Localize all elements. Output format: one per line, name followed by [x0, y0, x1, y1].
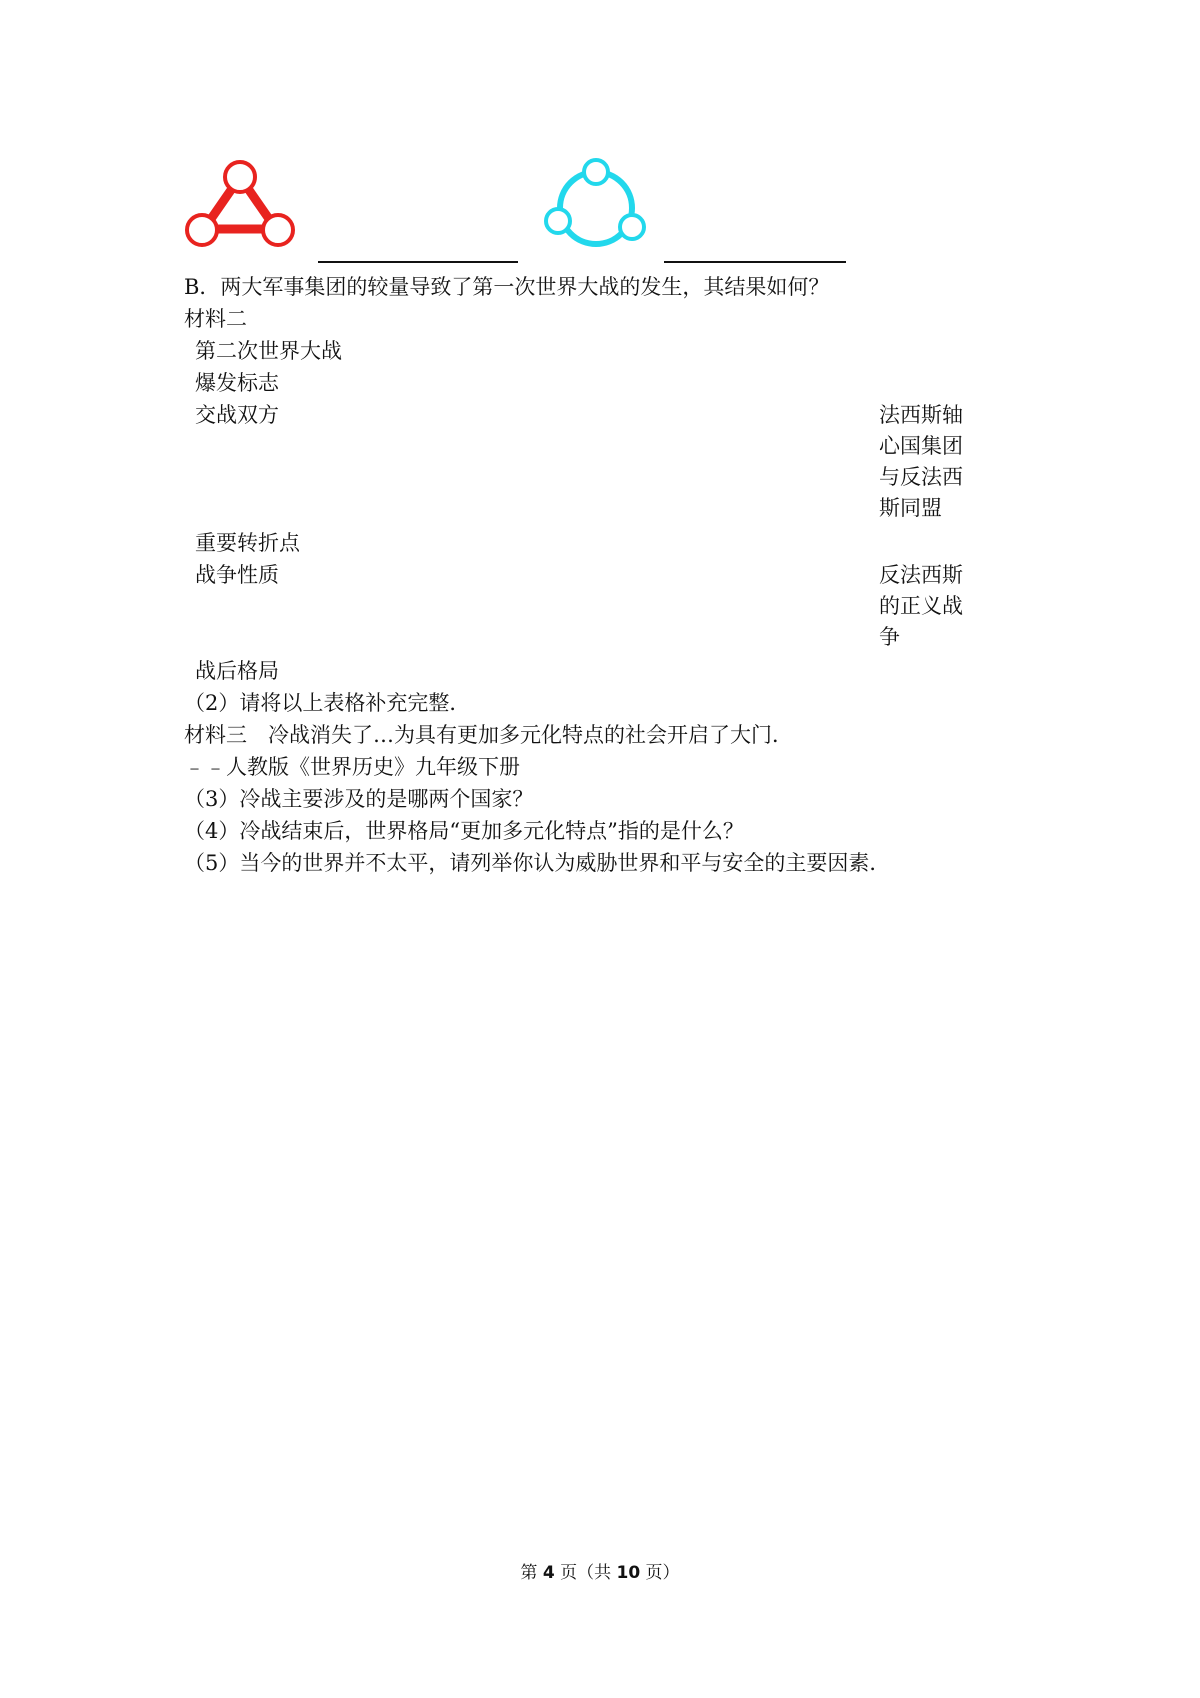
footer-suffix: 页） [640, 1563, 680, 1583]
circle-node-right [620, 215, 644, 239]
answer-blank-2[interactable] [664, 261, 846, 263]
table-row-label: 战后格局 [195, 659, 279, 683]
table-row-label: 第二次世界大战 [195, 339, 342, 363]
triangle-node-right [263, 215, 293, 245]
triangle-alliance-diagram [182, 155, 298, 251]
table-cell-value: 反法西斯的正义战争 [879, 563, 963, 649]
footer-page-number: 4 [542, 1563, 555, 1583]
table-row-label: 战争性质 [195, 563, 279, 587]
circle-node-top [584, 160, 608, 184]
answer-blank-1[interactable] [318, 261, 518, 263]
footer-middle: 页（共 [554, 1563, 617, 1583]
triangle-node-top [225, 162, 255, 192]
material3-text: 材料三 冷战消失了…为具有更加多元化特点的社会开启了大门． [184, 723, 793, 747]
question-b: B．两大军事集团的较量导致了第一次世界大战的发生，其结果如何？ [184, 275, 830, 299]
material2-label: 材料二 [184, 307, 247, 331]
table-cell-value: 法西斯轴心国集团与反法西斯同盟 [879, 403, 963, 520]
table-row-label: 重要转折点 [195, 531, 300, 555]
material3-source: ﹣﹣人教版《世界历史》九年级下册 [184, 755, 520, 779]
page-footer [0, 1561, 1200, 1585]
question-2: （2）请将以上表格补充完整． [184, 691, 471, 715]
footer-prefix: 第 [520, 1563, 543, 1583]
table-row-label: 交战双方 [195, 403, 279, 427]
footer-total-pages: 10 [616, 1563, 641, 1583]
triangle-node-left [187, 215, 217, 245]
circle-alliance-diagram [538, 155, 652, 251]
circle-node-left [546, 209, 570, 233]
table-row-label: 爆发标志 [195, 371, 279, 395]
question-4: （4）冷战结束后，世界格局“更加多元化特点”指的是什么？ [184, 819, 744, 843]
question-5: （5）当今的世界并不太平，请列举你认为威胁世界和平与安全的主要因素． [184, 851, 891, 875]
question-3: （3）冷战主要涉及的是哪两个国家？ [184, 787, 534, 811]
